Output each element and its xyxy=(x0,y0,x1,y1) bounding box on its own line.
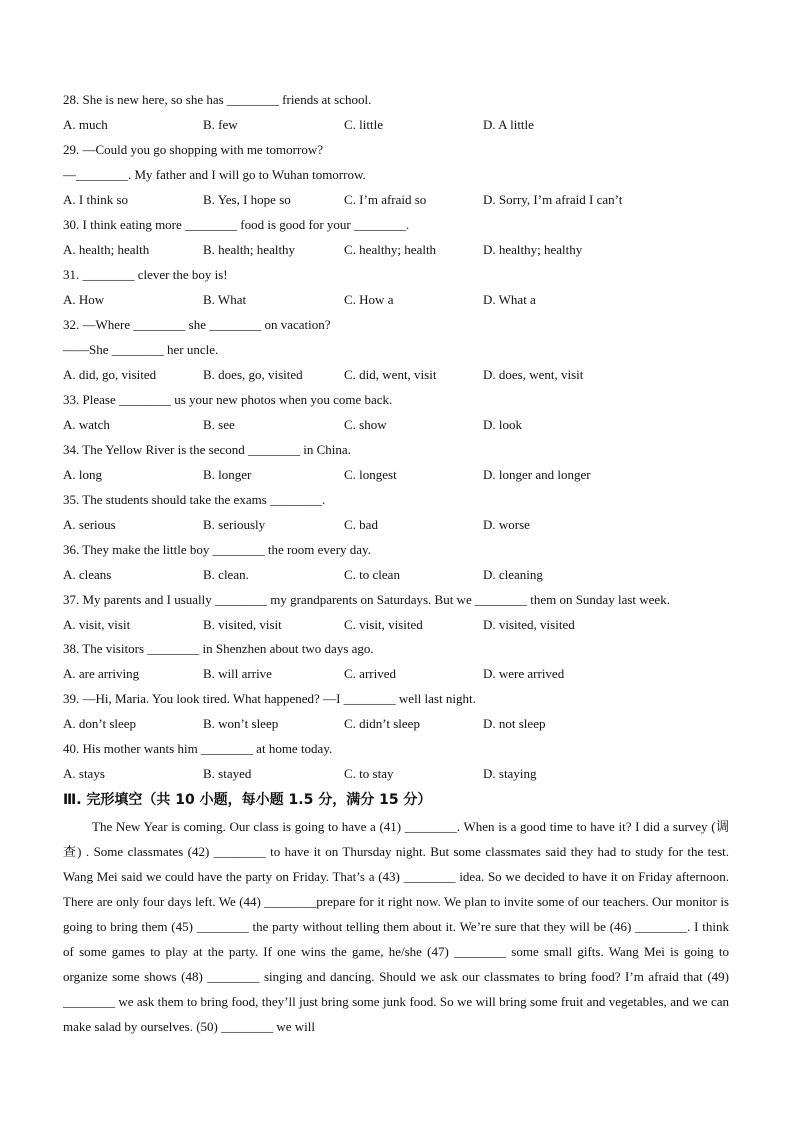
option-b: B. stayed xyxy=(203,766,252,781)
question-38-stem: 38. The visitors ________ in Shenzhen about two days ago. xyxy=(63,641,374,656)
question-37-stem: 37. My parents and I usually ________ my grandparents on Saturdays. But we ________ them on Sunday last week. xyxy=(63,592,670,607)
option-b: B. visited, visit xyxy=(203,617,282,632)
question-32-response: ——She ________ her uncle. xyxy=(63,342,219,357)
option-b: B. health; healthy xyxy=(203,242,296,257)
question-35-stem: 35. The students should take the exams ________. xyxy=(63,492,326,507)
option-a: A. did, go, visited xyxy=(63,367,157,382)
option-c: C. little xyxy=(344,117,383,132)
question-36-stem: 36. They make the little boy ________ the room every day. xyxy=(63,542,371,557)
option-d: D. What a xyxy=(483,292,536,307)
option-d: D. longer and longer xyxy=(483,467,591,482)
option-c: C. didn’t sleep xyxy=(344,716,420,731)
option-b: B. longer xyxy=(203,467,252,482)
question-33-stem: 33. Please ________ us your new photos when you come back. xyxy=(63,392,393,407)
option-d: D. visited, visited xyxy=(483,617,575,632)
question-29-stem: 29. —Could you go shopping with me tomorrow? xyxy=(63,142,323,157)
option-d: D. healthy; healthy xyxy=(483,242,583,257)
option-c: C. bad xyxy=(344,517,378,532)
option-a: A. serious xyxy=(63,517,116,532)
option-b: B. will arrive xyxy=(203,666,272,681)
option-a: A. long xyxy=(63,467,102,482)
question-34-stem: 34. The Yellow River is the second ________ in China. xyxy=(63,442,351,457)
option-d: D. Sorry, I’m afraid I can’t xyxy=(483,192,623,207)
option-d: D. look xyxy=(483,417,522,432)
option-c: C. to stay xyxy=(344,766,394,781)
option-c: C. How a xyxy=(344,292,394,307)
option-d: D. worse xyxy=(483,517,530,532)
option-a: A. are arriving xyxy=(63,666,140,681)
option-c: C. visit, visited xyxy=(344,617,423,632)
question-29-response: —________. My father and I will go to Wuhan tomorrow. xyxy=(63,167,366,182)
option-b: B. What xyxy=(203,292,247,307)
option-d: D. cleaning xyxy=(483,567,543,582)
option-b: B. seriously xyxy=(203,517,266,532)
option-d: D. A little xyxy=(483,117,534,132)
option-d: D. staying xyxy=(483,766,537,781)
option-c: C. longest xyxy=(344,467,397,482)
option-a: A. don’t sleep xyxy=(63,716,137,731)
cloze-passage: The New Year is coming. Our class is going to have a (41) ________. When is a good time to have it? I did a survey (调查) . Some classmates (42) ________ to have it on Thursday night. But some classmates said they had to study for the test. Wang Mei said we could have the party on Friday. That’s a (43) ________ idea. So we decided to have it on Friday afternoon. There are only four days left. We (44) ________prepare for it right now. We plan to invite some of our teachers. Our monitor is going to bring them (45) ________ the party without telling them about it. We’re sure that they will be (46) ________. I think of some games to play at the party. If one wins the game, he/she (47) ________ some small gifts. Wang Mei is going to organize some shows (48) ________ singing and dancing. Should we ask our classmates to bring food? I’m afraid that (49) ________ we ask them to bring food, they’ll just bring some junk food. So we will bring some fruit and vegetables, and we can make salad by ourselves. (50) ________ we will xyxy=(63,819,729,1034)
question-31-stem: 31. ________ clever the boy is! xyxy=(63,267,228,282)
option-a: A. watch xyxy=(63,417,110,432)
option-c: C. arrived xyxy=(344,666,396,681)
option-a: A. cleans xyxy=(63,567,112,582)
option-b: B. clean. xyxy=(203,567,249,582)
option-a: A. How xyxy=(63,292,105,307)
option-a: A. I think so xyxy=(63,192,128,207)
option-a: A. much xyxy=(63,117,108,132)
option-c: C. show xyxy=(344,417,387,432)
question-39-stem: 39. —Hi, Maria. You look tired. What happened? —I ________ well last night. xyxy=(63,691,476,706)
option-d: D. not sleep xyxy=(483,716,546,731)
option-c: C. to clean xyxy=(344,567,400,582)
option-b: B. won’t sleep xyxy=(203,716,279,731)
option-b: B. Yes, I hope so xyxy=(203,192,291,207)
question-30-stem: 30. I think eating more ________ food is good for your ________. xyxy=(63,217,410,232)
option-a: A. health; health xyxy=(63,242,150,257)
option-d: D. does, went, visit xyxy=(483,367,584,382)
option-c: C. did, went, visit xyxy=(344,367,437,382)
option-b: B. see xyxy=(203,417,235,432)
question-32-stem: 32. —Where ________ she ________ on vacation? xyxy=(63,317,331,332)
option-a: A. stays xyxy=(63,766,105,781)
option-b: B. does, go, visited xyxy=(203,367,303,382)
option-c: C. healthy; health xyxy=(344,242,437,257)
question-28-stem: 28. She is new here, so she has ________ friends at school. xyxy=(63,92,372,107)
option-c: C. I’m afraid so xyxy=(344,192,427,207)
option-b: B. few xyxy=(203,117,238,132)
section-heading: Ⅲ. 完形填空（共 10 小题，每小题 1.5 分，满分 15 分） xyxy=(63,792,432,808)
option-d: D. were arrived xyxy=(483,666,565,681)
question-40-stem: 40. His mother wants him ________ at home today. xyxy=(63,741,333,756)
option-a: A. visit, visit xyxy=(63,617,131,632)
